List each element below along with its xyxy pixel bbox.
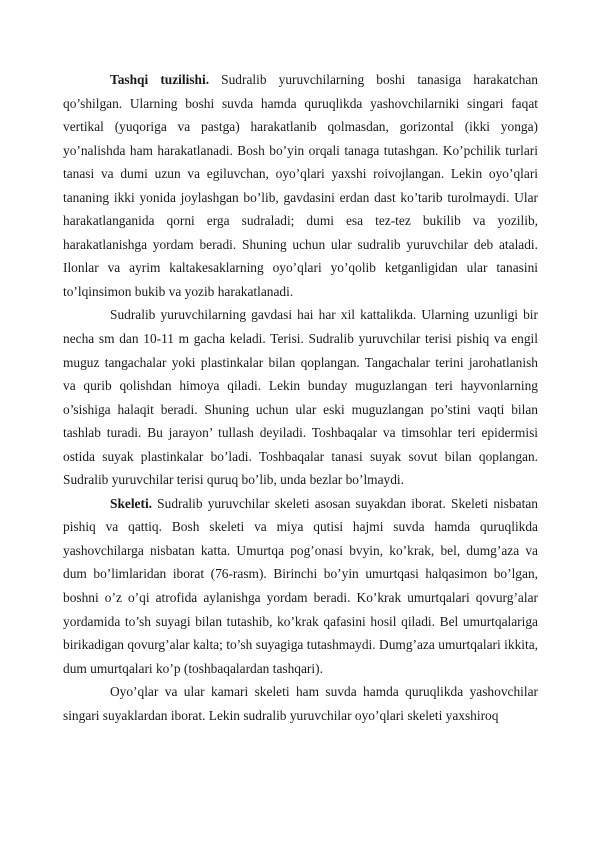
section-heading-external-structure: Tashqi tuzilishi. — [110, 72, 210, 87]
paragraph-external-structure — [63, 68, 538, 303]
paragraph-skeleton — [63, 492, 538, 680]
paragraph-text: Oyo’qlar va ular kamari skeleti ham suvda hamda quruqlikda yashovchilar singari suyaklardan iborat. Lekin sudralib yuruvchilar oyo’qlari skeleti yaxshiroq — [63, 684, 538, 723]
body-text — [63, 68, 538, 727]
paragraph-body-size-skin — [63, 303, 538, 491]
paragraph-text: Sudralib yuruvchilarning boshi tanasiga harakatchan qo’shilgan. Ularning boshi suvda hamda quruqlikda yashovchilarniki singari faqat vertikal (yuqoriga va pastga) harakatlanib qolmasdan, gorizontal (ikki yonga) yo’nalishda ham harakatlanadi. Bosh bo’yin orqali tanaga tutashgan. Ko’pchilik turlari tanasi va dumi uzun va egiluvchan, oyo’qlari yaxshi roivojlangan. Lekin oyo’qlari tananing ikki yonida joylashgan bo’lib, gavdasini erdan dast ko’tarib turolmaydi. Ular harakatlanganida qorni erga sudraladi; dumi esa tez-tez bukilib va yozilib, harakatlanishga yordam beradi. Shuning uchun ular sudralib yuruvchilar deb ataladi. Ilonlar va ayrim kaltakesaklarning oyo’qlari yo’qolib ketganligidan ular tanasini to’lqinsimon bukib va yozib harakatlanadi. — [63, 72, 538, 299]
paragraph-text: Sudralib yuruvchilar skeleti asosan suyakdan iborat. Skeleti nisbatan pishiq va qattiq. Bosh skeleti va miya qutisi hajmi suvda hamda quruqlikda yashovchilarga nisbatan katta. Umurtqa pog’onasi bvyin, ko’krak, bel, dumg’aza va dum bo’limlaridan iborat (76-rasm). Birinchi bo’yin umurtqasi halqasimon bo’lgan, boshni o’z o’qi atrofida aylanishga yordam beradi. Ko’krak umurtqalari qovurg’alar yordamida to’sh suyagi bilan tutashib, ko’krak qafasini hosil qiladi. Bel umurtqalariga birikadigan qovurg’alar kalta; to’sh suyagiga tutashmaydi. Dumg’aza umurtqalari ikkita, dum umurtqalari ko’p (toshbaqalardan tashqari). — [63, 495, 538, 676]
paragraph-text: Sudralib yuruvchilarning gavdasi hai har xil kattalikda. Ularning uzunligi bir necha sm dan 10-11 m gacha keladi. Terisi. Sudralib yuruvchilar terisi pishiq va engil muguz tangachalar yoki plastinkalar bilan qoplangan. Tangachalar terini jarohatlanish va qurib qolishdan himoya qiladi. Lekin bunday muguzlangan teri hayvonlarning o’sishiga halaqit beradi. Shuning uchun ular eski muguzlangan po’stini vaqti bilan tashlab turadi. Bu jarayon’ tullash deyiladi. Toshbaqalar va timsohlar teri epidermisi ostida suyak plastinkalar bo’ladi. Toshbaqalar tanasi suyak sovut bilan qoplangan. Sudralib yuruvchilar terisi quruq bo’lib, unda bezlar bo’lmaydi. — [63, 307, 538, 488]
section-heading-skeleton: Skeleti. — [110, 495, 153, 511]
paragraph-limbs — [63, 680, 538, 727]
